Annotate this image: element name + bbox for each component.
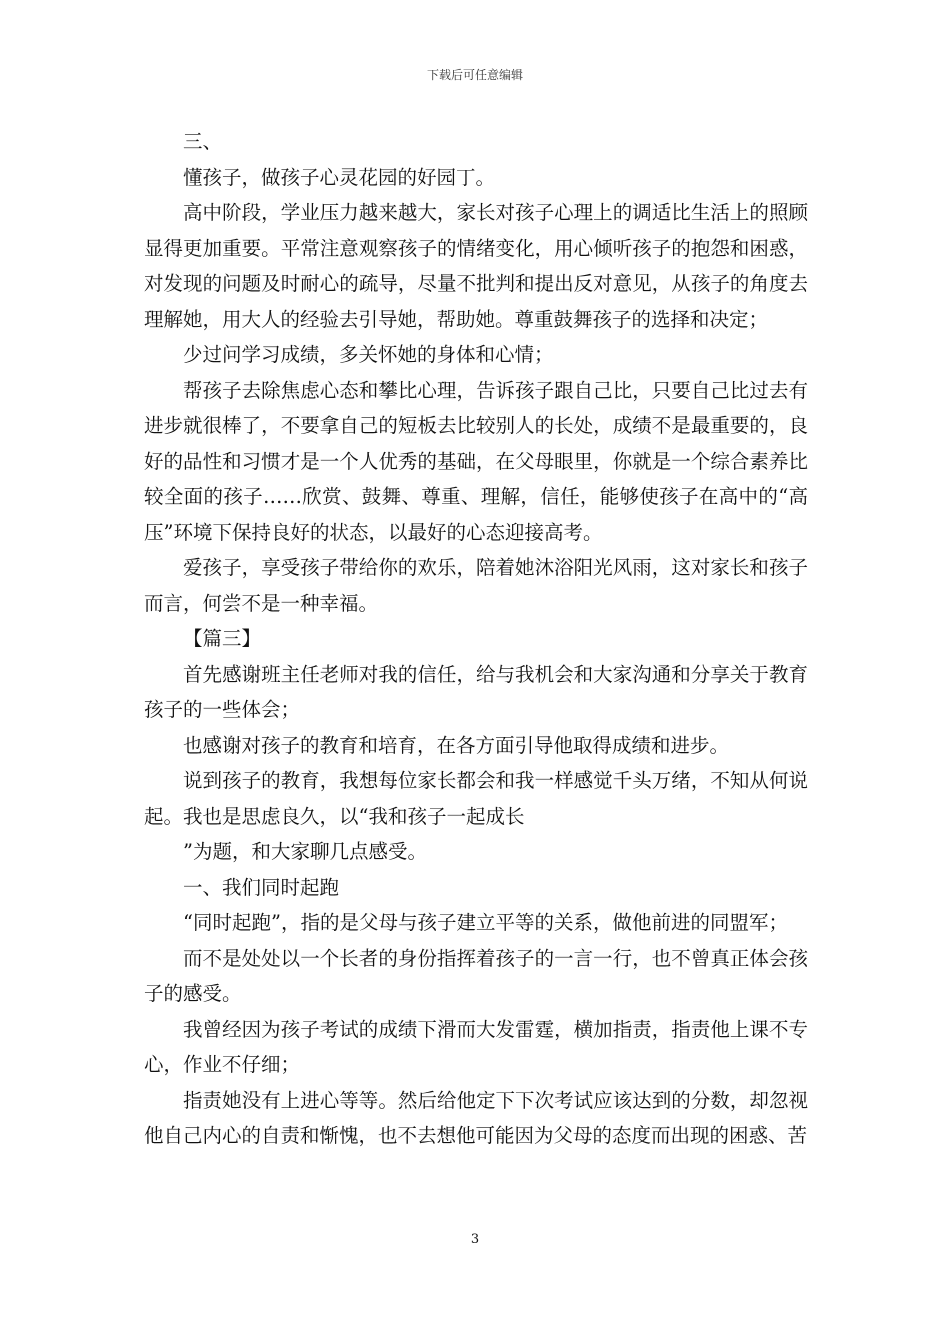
paragraph: 三、 [183,130,223,153]
paragraph: 懂孩子，做孩子心灵花园的好园丁。 [183,165,496,189]
paragraph: 高中阶段，学业压力越来越大，家长对孩子心理上的调适比生活上的照顾显得更加重要。平常注意观察孩子的情绪变化，用心倾听孩子的抱怨和困惑，对发现的问题及时耐心的疏导，尽量不批判和提出反对意见，从孩子的角度去理解她，用大人的经验去引导她，帮助她。尊重鼓舞孩子的选择和决定； [144,201,808,331]
paragraph: 爱孩子，享受孩子带给你的欢乐，陪着她沐浴阳光风雨，这对家长和孩子而言，何尝不是一种幸福。 [144,556,808,615]
paragraph: 说到孩子的教育，我想每位家长都会和我一样感觉千头万绪，不知从何说起。我也是思虑良久，以“我和孩子一起成长 [144,769,808,828]
paragraph: 也感谢对孩子的教育和培育，在各方面引导他取得成绩和进步。 [183,733,730,757]
paragraph: 我曾经因为孩子考试的成绩下滑而大发雷霆，横加指责，指责他上课不专心，作业不仔细； [144,1017,808,1076]
subheading: 一、我们同时起跑 [183,875,340,899]
section-heading: 【篇三】 [183,627,262,650]
paragraph: 少过问学习成绩，多关怀她的身体和心情； [183,343,554,366]
paragraph: “同时起跑”，指的是父母与孩子建立平等的关系，做他前进的同盟军； [183,911,788,934]
paragraph: 首先感谢班主任老师对我的信任，给与我机会和大家沟通和分享关于教育孩子的一些体会； [144,662,808,721]
paragraph: 指责她没有上进心等等。然后给他定下下次考试应该达到的分数，却忽视他自己内心的自责和惭愧，也不去想他可能因为父母的态度而出现的困惑、苦 [144,1088,808,1147]
paragraph: ”为题，和大家聊几点感受。 [183,840,427,863]
document-body [144,124,808,1154]
paragraph: 帮孩子去除焦虑心态和攀比心理，告诉孩子跟自己比，只要自己比过去有进步就很棒了，不要拿自己的短板去比较别人的长处，成绩不是最重要的，良好的品性和习惯才是一个人优秀的基础，在父母眼里，你就是一个综合素养比较全面的孩子……欣赏、鼓舞、尊重、理解，信任，能够使孩子在高中的“高压”环境下保持良好的状态，以最好的心态迎接高考。 [144,378,808,544]
page-number: 3 [470,1232,480,1247]
paragraph: 而不是处处以一个长者的身份指挥着孩子的一言一行，也不曾真正体会孩子的感受。 [144,946,808,1005]
page-header: 下载后可任意编辑 [426,68,523,82]
